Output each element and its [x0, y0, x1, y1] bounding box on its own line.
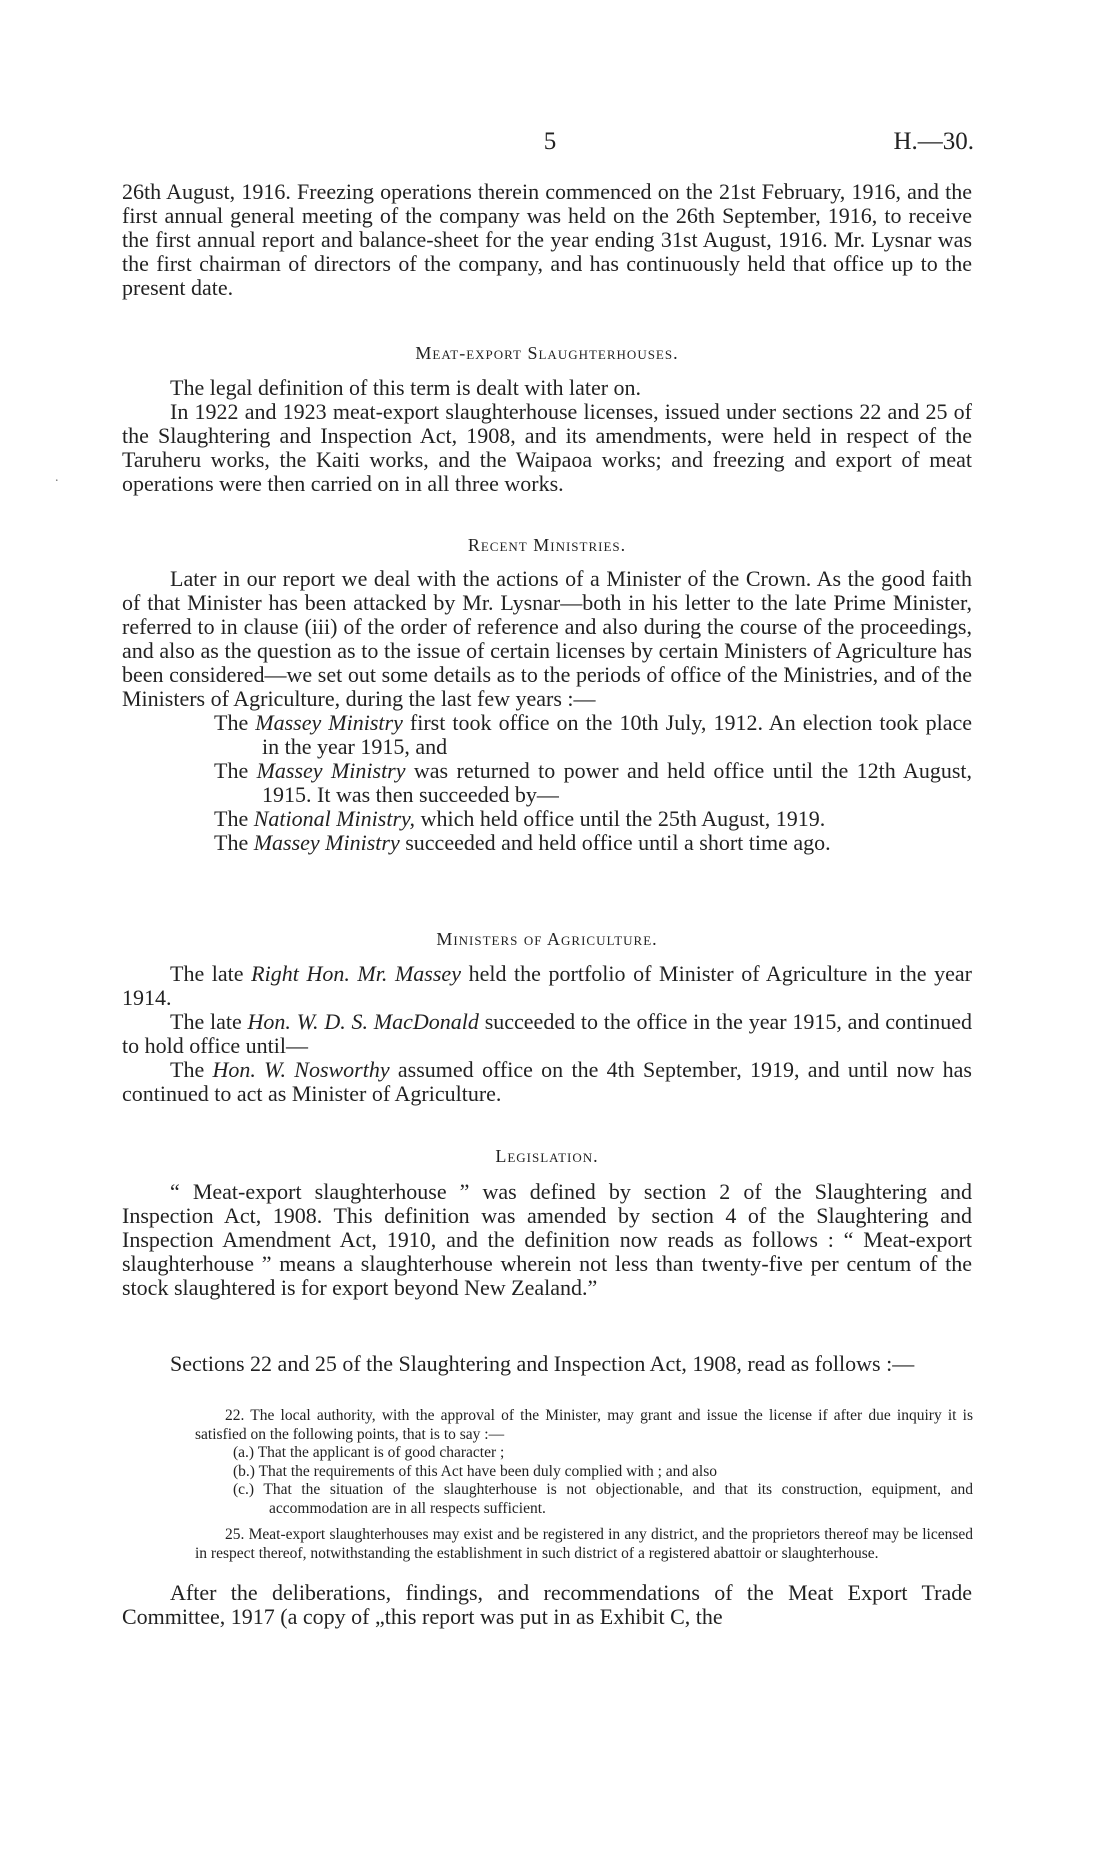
- paragraph: The late Right Hon. Mr. Massey held the portfolio of Minister of Agriculture in the year 1914.: [122, 961, 972, 1010]
- paragraph: In 1922 and 1923 meat-export slaughterhouse licenses, issued under sections 22 and 25 of the Slaughtering and Inspection Act, 1908, and its amendments, were held in respect of the Taruheru works, the Kaiti works, and the Waipaoa works; and freezing and export of meat operations were then carried on in all three works.: [122, 399, 972, 496]
- document-reference: H.—30.: [893, 128, 974, 155]
- paragraph: The late Hon. W. D. S. MacDonald succeeded to the office in the year 1915, and continued to hold office until—: [122, 1009, 972, 1058]
- intro-paragraph: [122, 180, 972, 300]
- paragraph: Later in our report we deal with the actions of a Minister of the Crown. As the good faith of that Minister has been attacked by Mr. Lysnar—both in his letter to the late Prime Minister, referred to in clause (iii) of the order of reference and also during the course of the proceedings, and also as the question as to the issue of certain licenses by certain Ministers of Agriculture has been considered—we set out some details as to the periods of office of the Ministries, and of the Ministers of Agriculture, during the last few years :—: [122, 566, 972, 711]
- paragraph-sections-intro: [122, 1352, 972, 1376]
- page-number: 5: [543, 128, 557, 155]
- section-meat-export: [122, 376, 972, 496]
- ministry-item: The Massey Ministry was returned to power and held office until the 12th August, 1915. It was then succeeded by—: [214, 758, 973, 807]
- section-legislation: [122, 1180, 972, 1300]
- ministry-item: The National Ministry, which held office until the 25th August, 1919.: [214, 806, 826, 831]
- ministry-name: Massey Ministry: [255, 710, 403, 735]
- heading-legislation: Legislation.: [495, 1146, 599, 1166]
- paragraph: The legal definition of this term is dealt with later on.: [170, 375, 642, 400]
- ministry-item: The Massey Ministry first took office on the 10th July, 1912. An election took place in the year 1915, and: [214, 710, 973, 759]
- section-ministers-of-agriculture: [122, 962, 972, 1106]
- heading-recent-ministries: Recent Ministries.: [467, 535, 627, 555]
- ministry-item: The Massey Ministry succeeded and held office until a short time ago.: [214, 830, 831, 855]
- section-recent-ministries: [122, 567, 972, 855]
- section-25-text: 25. Meat-export slaughterhouses may exist and be registered in any district, and the proprietors thereof may be licensed in respect thereof, notwithstanding the establishment in such district of a registered abattoir or slaughterhouse.: [195, 1526, 973, 1562]
- ministry-name: National Ministry,: [253, 806, 416, 831]
- paragraph: The Hon. W. Nosworthy assumed office on the 4th September, 1919, and until now has continued to act as Minister of Agriculture.: [122, 1057, 972, 1106]
- paragraph: After the deliberations, findings, and recommendations of the Meat Export Trade Committee, 1917 (a copy of „this report was put in as Exhibit C, the: [122, 1580, 972, 1629]
- ministry-name: Massey Ministry: [253, 830, 400, 855]
- minister-name: Right Hon. Mr. Massey: [251, 961, 461, 986]
- margin-mark: .: [55, 470, 59, 485]
- paragraph-after-deliberations: [122, 1581, 972, 1629]
- section-22-item: (c.) That the situation of the slaughterhouse is not objectionable, and that its construction, equipment, and accommodation are in all respects sufficient.: [233, 1481, 973, 1517]
- paragraph: Sections 22 and 25 of the Slaughtering and Inspection Act, 1908, read as follows :—: [170, 1351, 915, 1376]
- heading-meat-export-slaughterhouses: Meat-export Slaughterhouses.: [415, 343, 679, 363]
- statute-quote: [195, 1407, 973, 1563]
- heading-ministers-of-agriculture: Ministers of Agriculture.: [436, 929, 658, 949]
- intro-text: 26th August, 1916. Freezing operations therein commenced on the 21st February, 1916, and the first annual general meeting of the company was held on the 26th September, 1916, to receive the first annual report and balance-sheet for the year ending 31st August, 1916. Mr. Lysnar was the first chairman of directors of the company, and has continuously held that office up to the present date.: [122, 179, 972, 300]
- minister-name: Hon. W. Nosworthy: [212, 1057, 390, 1082]
- section-22-item: (b.) That the requirements of this Act have been duly complied with ; and also: [233, 1462, 717, 1480]
- section-22-text: 22. The local authority, with the approval of the Minister, may grant and issue the license if after due inquiry it is satisfied on the following points, that is to say :—: [195, 1407, 973, 1443]
- minister-name: Hon. W. D. S. MacDonald: [247, 1009, 479, 1034]
- paragraph: “ Meat-export slaughterhouse ” was defined by section 2 of the Slaughtering and Inspection Act, 1908. This definition was amended by section 4 of the Slaughtering and Inspection Amendment Act, 1910, and the definition now reads as follows : “ Meat-export slaughterhouse ” means a slaughterhouse wherein not less than twenty-five per centum of the stock slaughtered is for export beyond New Zealand.”: [122, 1179, 972, 1300]
- ministry-name: Massey Ministry: [256, 758, 406, 783]
- section-22-item: (a.) That the applicant is of good character ;: [233, 1444, 505, 1461]
